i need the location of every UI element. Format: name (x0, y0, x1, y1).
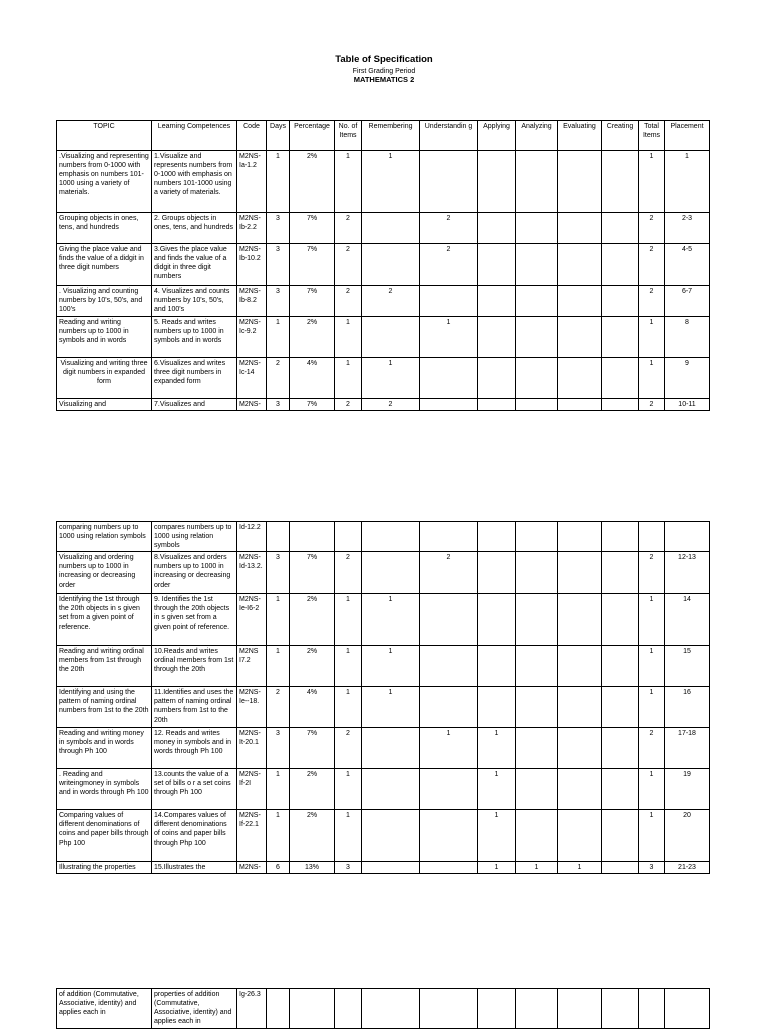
column-header: Creating (602, 121, 639, 151)
table-cell: 1 (267, 317, 290, 358)
table-cell (516, 286, 558, 317)
table-cell (602, 810, 639, 862)
table-cell (602, 213, 639, 244)
table-cell: 3 (267, 728, 290, 769)
table-cell: 2 (639, 399, 665, 411)
table-cell: 2 (420, 213, 478, 244)
table-cell: 10-11 (665, 399, 710, 411)
column-header: Understandin g (420, 121, 478, 151)
table-cell: 1 (639, 317, 665, 358)
table-row (57, 862, 710, 874)
table-cell: 2. Groups objects in ones, tens, and hundreds (152, 213, 237, 244)
table-cell (516, 244, 558, 286)
table-cell: 1 (267, 594, 290, 646)
table-cell: M2NS-Ie-I6-2 (237, 594, 267, 646)
table-cell: 7% (290, 244, 335, 286)
table-cell: Grouping objects in ones, tens, and hundreds (57, 213, 152, 244)
table-cell: 3 (267, 399, 290, 411)
table-cell (558, 286, 602, 317)
column-header: Percentage (290, 121, 335, 151)
table-cell: Visualizing and writing three digit numbers in expanded form (57, 358, 152, 399)
table-cell: Visualizing and (57, 399, 152, 411)
table-cell (558, 151, 602, 213)
table-cell: Reading and writing money in symbols and in words through Ph 100 (57, 728, 152, 769)
table-cell: 7% (290, 399, 335, 411)
table-cell (420, 522, 478, 552)
table-cell (516, 989, 558, 1029)
table-cell (516, 810, 558, 862)
table-cell: 1 (639, 358, 665, 399)
table-cell: M2NS-Ia-1.2 (237, 151, 267, 213)
spec-table-body (57, 522, 710, 874)
table-cell (362, 522, 420, 552)
table-cell: 6 (267, 862, 290, 874)
table-cell (558, 810, 602, 862)
table-cell: 19 (665, 769, 710, 810)
table-cell (558, 213, 602, 244)
table-cell (335, 989, 362, 1029)
table-cell (362, 810, 420, 862)
table-cell (602, 728, 639, 769)
table-cell (602, 862, 639, 874)
table-cell: 1 (665, 151, 710, 213)
table-cell (558, 594, 602, 646)
table-cell: 1 (267, 151, 290, 213)
table-cell: 1.Visualize and represents numbers from 0-1000 with emphasis on numbers 101-1000 using a variety of materials. (152, 151, 237, 213)
table-cell: Reading and writing numbers up to 1000 in symbols and in words (57, 317, 152, 358)
table-cell: . Visualizing and counting numbers by 10's, 50's, and 100's (57, 286, 152, 317)
table-cell: 1 (335, 769, 362, 810)
table-cell (362, 769, 420, 810)
table-cell: 1 (516, 862, 558, 874)
table-cell (362, 728, 420, 769)
table-cell (602, 522, 639, 552)
table-cell (478, 646, 516, 687)
column-header: Applying (478, 121, 516, 151)
table-cell (516, 522, 558, 552)
table-cell (420, 151, 478, 213)
table-cell: 4-5 (665, 244, 710, 286)
table-cell: 2-3 (665, 213, 710, 244)
table-cell: 1 (335, 687, 362, 728)
table-cell (478, 151, 516, 213)
table-cell (558, 728, 602, 769)
table-cell: 1 (420, 728, 478, 769)
table-cell: 7.Visualizes and (152, 399, 237, 411)
column-header: Days (267, 121, 290, 151)
table-row (57, 151, 710, 213)
table-cell: M2NS-If-2I (237, 769, 267, 810)
table-cell: 1 (639, 151, 665, 213)
table-cell (602, 552, 639, 594)
table-cell: 2 (335, 552, 362, 594)
table-cell (639, 522, 665, 552)
table-cell: 11.Identifies and uses the pattern of naming ordinal numbers from 1st to the 20th (152, 687, 237, 728)
table-cell (602, 989, 639, 1029)
table-cell (478, 522, 516, 552)
table-cell: 2 (639, 728, 665, 769)
table-cell (362, 552, 420, 594)
table-cell: 2% (290, 594, 335, 646)
table-cell: 1 (335, 594, 362, 646)
table-cell: M2NS-Ie--18. (237, 687, 267, 728)
table-cell (478, 358, 516, 399)
table-cell (420, 399, 478, 411)
table-cell: 2% (290, 810, 335, 862)
table-row (57, 810, 710, 862)
table-cell: 2 (639, 552, 665, 594)
table-cell: 12-13 (665, 552, 710, 594)
grading-period: First Grading Period (352, 68, 416, 75)
table-cell (516, 687, 558, 728)
column-header: Placement (665, 121, 710, 151)
table-cell: Illustrating the properties (57, 862, 152, 874)
table-cell: 1 (639, 594, 665, 646)
table-cell: 1 (420, 317, 478, 358)
table-cell: 20 (665, 810, 710, 862)
table-row (57, 244, 710, 286)
spec-table-page-3 (56, 988, 710, 1029)
table-cell: 1 (362, 594, 420, 646)
table-cell (639, 989, 665, 1029)
table-cell (558, 552, 602, 594)
spec-table-body (57, 151, 710, 411)
table-cell: 1 (267, 646, 290, 687)
table-row (57, 286, 710, 317)
table-row (57, 728, 710, 769)
table-cell (558, 687, 602, 728)
table-cell (665, 522, 710, 552)
table-row (57, 522, 710, 552)
table-cell: M2NS-Id-13.2. (237, 552, 267, 594)
table-cell (558, 317, 602, 358)
table-cell: M2NS-Ic-9.2 (237, 317, 267, 358)
table-cell: 1 (478, 810, 516, 862)
table-cell (558, 522, 602, 552)
table-cell (478, 317, 516, 358)
table-cell (290, 989, 335, 1029)
table-cell: 2 (639, 244, 665, 286)
spec-table-page-2 (56, 521, 710, 874)
table-cell: 1 (639, 810, 665, 862)
table-cell (558, 244, 602, 286)
table-cell (420, 810, 478, 862)
table-cell (516, 769, 558, 810)
table-cell (516, 552, 558, 594)
table-cell: 12. Reads and writes money in symbols and in words through Ph 100 (152, 728, 237, 769)
table-cell: 13% (290, 862, 335, 874)
table-cell: 2 (335, 244, 362, 286)
table-cell (267, 989, 290, 1029)
table-cell: M2NS I7.2 (237, 646, 267, 687)
table-cell: 2 (639, 286, 665, 317)
table-cell (420, 862, 478, 874)
table-cell (478, 989, 516, 1029)
column-header: Total Items (639, 121, 665, 151)
document-title: Table of Specification (335, 54, 433, 65)
table-cell: 2% (290, 317, 335, 358)
table-cell: Comparing values of different denominations of coins and paper bills through Php 100 (57, 810, 152, 862)
table-cell: 2 (335, 399, 362, 411)
table-cell: 13.counts the value of a set of bills o r a set coins through Ph 100 (152, 769, 237, 810)
column-header: Learning Competences (152, 121, 237, 151)
table-cell: 3 (267, 552, 290, 594)
table-cell (516, 646, 558, 687)
table-cell: 1 (558, 862, 602, 874)
table-cell (558, 989, 602, 1029)
table-cell: 2 (335, 213, 362, 244)
table-cell (516, 317, 558, 358)
table-cell (602, 286, 639, 317)
table-cell (420, 687, 478, 728)
table-cell (478, 213, 516, 244)
column-header: Analyzing (516, 121, 558, 151)
table-cell (420, 989, 478, 1029)
table-cell: 2 (639, 213, 665, 244)
spec-table-page-1 (56, 120, 710, 411)
table-cell: M2NS-Ib-10.2 (237, 244, 267, 286)
table-cell (558, 646, 602, 687)
table-cell: 10.Reads and writes ordinal members from 1st through the 20th (152, 646, 237, 687)
table-cell: 16 (665, 687, 710, 728)
table-cell: 1 (335, 151, 362, 213)
table-cell: 2 (267, 358, 290, 399)
table-row (57, 687, 710, 728)
table-cell (335, 522, 362, 552)
table-cell: 4. Visualizes and counts numbers by 10's, 50's, and 100's (152, 286, 237, 317)
table-cell: 6-7 (665, 286, 710, 317)
table-cell: M2NS-It-20.1 (237, 728, 267, 769)
table-cell: 3 (267, 244, 290, 286)
table-cell: 1 (362, 358, 420, 399)
table-cell (558, 769, 602, 810)
table-cell: 3 (335, 862, 362, 874)
table-cell: 2% (290, 769, 335, 810)
table-cell (665, 989, 710, 1029)
table-cell (516, 594, 558, 646)
table-cell (478, 286, 516, 317)
table-cell: 7% (290, 286, 335, 317)
table-row (57, 646, 710, 687)
table-cell: 2% (290, 151, 335, 213)
table-cell: 1 (335, 317, 362, 358)
table-cell: 1 (362, 151, 420, 213)
table-cell: Reading and writing ordinal members from 1st through the 20th (57, 646, 152, 687)
column-header: Remembering (362, 121, 420, 151)
column-header: Evaluating (558, 121, 602, 151)
table-cell (478, 244, 516, 286)
table-cell (516, 151, 558, 213)
table-cell (362, 317, 420, 358)
table-cell (362, 989, 420, 1029)
table-cell (602, 317, 639, 358)
table-cell: 1 (335, 646, 362, 687)
table-cell: Giving the place value and finds the value of a didgit in three digit numbers (57, 244, 152, 286)
table-cell: Identifying and using the pattern of naming ordinal numbers from 1st to the 20th (57, 687, 152, 728)
table-row (57, 317, 710, 358)
table-cell: 4% (290, 358, 335, 399)
table-cell: 6.Visualizes and writes three digit numbers in expanded form (152, 358, 237, 399)
table-cell: 3 (267, 286, 290, 317)
table-cell (516, 358, 558, 399)
table-cell: 1 (335, 358, 362, 399)
table-cell: 2 (362, 399, 420, 411)
table-cell: .Visualizing and representing numbers from 0-1000 with emphasis on numbers 101-1000 using a variety of materials. (57, 151, 152, 213)
table-cell: properties of addition (Commutative, Associative, identity) and applies each in (152, 989, 237, 1029)
table-cell (478, 399, 516, 411)
table-cell: M2NS-Ic-14 (237, 358, 267, 399)
table-cell (478, 687, 516, 728)
table-cell (420, 286, 478, 317)
table-cell: 9 (665, 358, 710, 399)
table-cell: Id-12.2 (237, 522, 267, 552)
table-cell (290, 522, 335, 552)
table-cell: 3.Gives the place value and finds the value of a didgit in three digit numbers (152, 244, 237, 286)
table-cell: Identifying the 1st through the 20th objects in s given set from a given point of reference. (57, 594, 152, 646)
table-cell: 21-23 (665, 862, 710, 874)
column-header: TOPIC (57, 121, 152, 151)
table-row (57, 769, 710, 810)
table-cell: M2NS- (237, 862, 267, 874)
table-cell: 1 (639, 769, 665, 810)
table-row (57, 594, 710, 646)
table-cell: 8 (665, 317, 710, 358)
table-cell: 2% (290, 646, 335, 687)
table-cell: 14.Compares values of different denominations of coins and paper bills through Php 100 (152, 810, 237, 862)
table-cell: 1 (335, 810, 362, 862)
table-cell (602, 358, 639, 399)
table-cell: 7% (290, 213, 335, 244)
table-cell (602, 594, 639, 646)
table-cell: 7% (290, 728, 335, 769)
table-cell: 1 (639, 687, 665, 728)
table-cell: 2 (420, 552, 478, 594)
table-cell: 1 (478, 769, 516, 810)
table-cell: Visualizing and ordering numbers up to 1000 in increasing or decreasing order (57, 552, 152, 594)
table-cell: 1 (362, 687, 420, 728)
table-cell (420, 769, 478, 810)
table-cell: M2NS-Ib-2.2 (237, 213, 267, 244)
table-cell (516, 213, 558, 244)
table-cell (267, 522, 290, 552)
table-cell (558, 399, 602, 411)
table-cell: 3 (639, 862, 665, 874)
table-cell: 1 (267, 769, 290, 810)
table-row (57, 552, 710, 594)
table-cell: 1 (478, 728, 516, 769)
table-cell (420, 594, 478, 646)
table-cell: 15.Illustrates the (152, 862, 237, 874)
table-cell: M2NS-Ib-8.2 (237, 286, 267, 317)
table-cell: 14 (665, 594, 710, 646)
table-cell: of addition (Commutative, Associative, identity) and applies each in (57, 989, 152, 1029)
table-cell (478, 594, 516, 646)
table-cell: 1 (362, 646, 420, 687)
table-cell (602, 399, 639, 411)
table-cell (478, 552, 516, 594)
table-cell: 3 (267, 213, 290, 244)
table-cell: M2NS-If-22.1 (237, 810, 267, 862)
table-cell: compares numbers up to 1000 using relation symbols (152, 522, 237, 552)
subject-name: MATHEMATICS 2 (353, 75, 415, 84)
table-cell (602, 244, 639, 286)
table-cell: 4% (290, 687, 335, 728)
table-cell: 1 (267, 810, 290, 862)
table-cell: 5. Reads and writes numbers up to 1000 in symbols and in words (152, 317, 237, 358)
table-cell (558, 358, 602, 399)
spec-table-body (57, 989, 710, 1029)
table-cell: . Reading and writeingmoney in symbols and in words through Ph 100 (57, 769, 152, 810)
table-cell: 15 (665, 646, 710, 687)
table-cell (516, 399, 558, 411)
table-cell: comparing numbers up to 1000 using relation symbols (57, 522, 152, 552)
table-cell: 2 (267, 687, 290, 728)
table-row (57, 358, 710, 399)
table-cell (362, 862, 420, 874)
header-row (57, 121, 710, 151)
table-cell: 7% (290, 552, 335, 594)
table-cell (362, 213, 420, 244)
table-cell: M2NS- (237, 399, 267, 411)
table-cell (420, 646, 478, 687)
table-row (57, 213, 710, 244)
table-cell (362, 244, 420, 286)
table-cell: 8.Visualizes and orders numbers up to 1000 in increasing or decreasing order (152, 552, 237, 594)
table-cell (420, 358, 478, 399)
table-cell (602, 769, 639, 810)
table-cell: 17-18 (665, 728, 710, 769)
table-cell: 2 (335, 286, 362, 317)
table-cell (602, 151, 639, 213)
table-cell (516, 728, 558, 769)
table-cell (602, 687, 639, 728)
table-cell: 9. Identifies the 1st through the 20th objects in s given set from a given point of reference. (152, 594, 237, 646)
table-cell: 2 (335, 728, 362, 769)
table-row (57, 989, 710, 1029)
column-header: Code (237, 121, 267, 151)
table-cell: 2 (362, 286, 420, 317)
table-cell: 2 (420, 244, 478, 286)
table-cell (602, 646, 639, 687)
table-row (57, 399, 710, 411)
column-header: No. of Items (335, 121, 362, 151)
table-cell: 1 (639, 646, 665, 687)
table-cell: 1 (478, 862, 516, 874)
table-cell: Ig-26.3 (237, 989, 267, 1029)
